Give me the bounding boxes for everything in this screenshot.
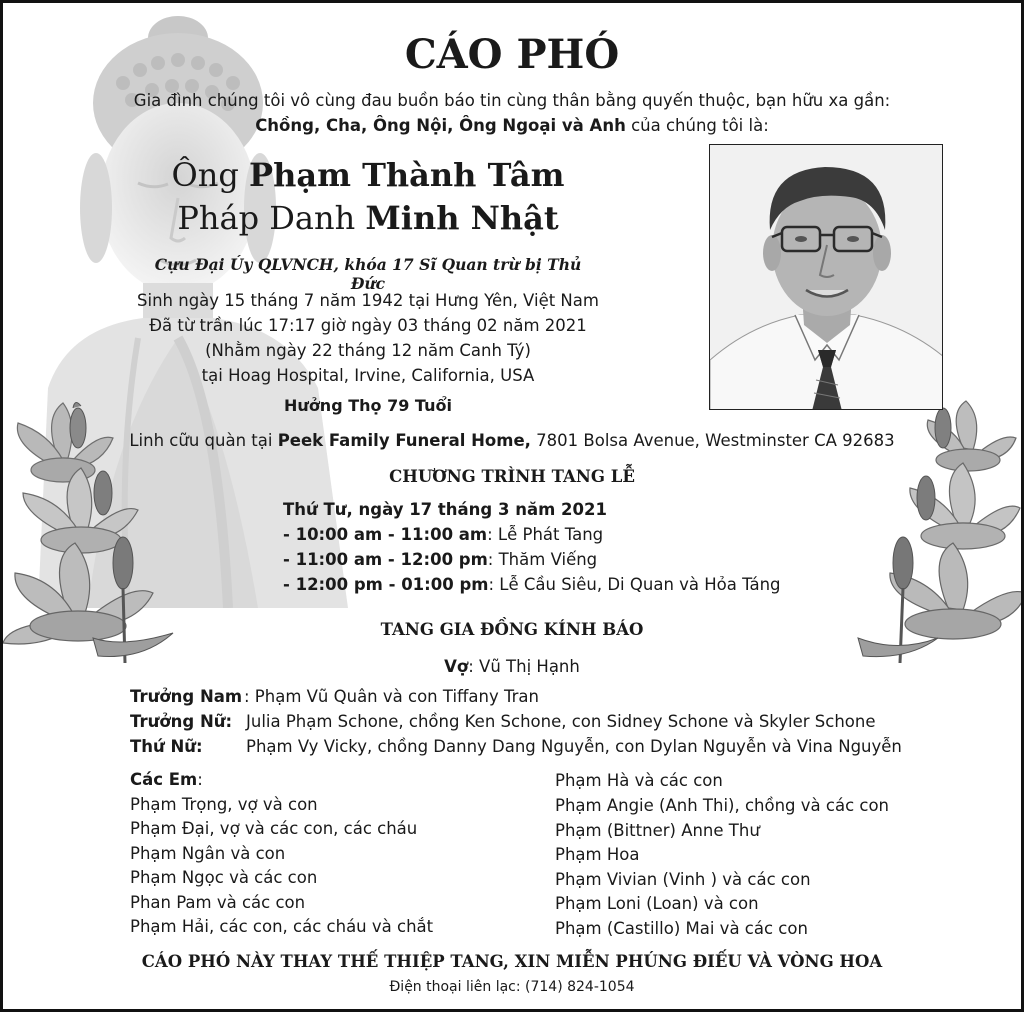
sibling-right-item: Phạm Angie (Anh Thi), chồng và các con: [555, 796, 890, 815]
sibling-right-item: Phạm Vivian (Vinh ) và các con: [555, 870, 811, 889]
portrait-photo: [709, 144, 943, 410]
schedule-time: - 10:00 am - 11:00 am: [283, 525, 488, 544]
program-date: Thứ Tư, ngày 17 tháng 3 năm 2021: [283, 500, 607, 519]
dharma-name: [153, 199, 583, 237]
death-info: Đã từ trần lúc 17:17 giờ ngày 03 tháng 02 năm 2021: [149, 316, 587, 335]
sibling-right-item: Phạm Hoa: [555, 845, 640, 864]
dharma-prefix: Pháp Danh: [177, 199, 366, 237]
sibling-left-item: Phạm Hải, các con, các cháu và chắt: [130, 917, 434, 936]
family-heading: TANG GIA ĐỒNG KÍNH BÁO: [380, 620, 644, 639]
schedule-time: - 12:00 pm - 01:00 pm: [283, 575, 489, 594]
dharma-bold: Minh Nhật: [365, 199, 559, 237]
intro-relations-line: [3, 116, 1021, 135]
second-daughter-text: Phạm Vy Vicky, chồng Danny Dang Nguyễn, con Dylan Nguyễn và Vina Nguyễn: [246, 737, 902, 756]
sibling-right-item: Phạm Loni (Loan) và con: [555, 894, 759, 913]
lunar-date: (Nhằm ngày 22 tháng 12 năm Canh Tý): [205, 341, 531, 360]
wife-label: Vợ: [444, 657, 469, 676]
sibling-left-item: Phan Pam và các con: [130, 893, 306, 912]
viewing-location: [3, 431, 1021, 450]
sibling-left-item: Phạm Đại, vợ và các con, các cháu: [130, 819, 418, 838]
birth-info: Sinh ngày 15 tháng 7 năm 1942 tại Hưng Yên, Việt Nam: [137, 291, 599, 310]
funeral-home-address: 7801 Bolsa Avenue, Westminster CA 92683: [530, 431, 895, 450]
wife-line: [3, 657, 1021, 676]
eldest-daughter-label: Trưởng Nữ:: [130, 712, 233, 731]
eldest-daughter-text: Julia Phạm Schone, chồng Ken Schone, con Sidney Schone và Skyler Schone: [246, 712, 876, 731]
sibling-left-item: Phạm Trọng, vợ và con: [130, 795, 318, 814]
relations-suffix: của chúng tôi là:: [625, 116, 769, 135]
sibling-left-item: Phạm Ngân và con: [130, 844, 286, 863]
contact-phone: Điện thoại liên lạc: (714) 824-1054: [389, 979, 635, 995]
death-place: tại Hoag Hospital, Irvine, California, USA: [201, 366, 535, 385]
eldest-son-label: Trưởng Nam: [130, 687, 243, 706]
wife-name: : Vũ Thị Hạnh: [468, 657, 580, 676]
program-heading: CHƯƠNG TRÌNH TANG LỄ: [389, 467, 635, 486]
siblings-label-text: Các Em: [130, 770, 198, 789]
funeral-home-name: Peek Family Funeral Home,: [277, 431, 531, 450]
deceased-name: [153, 156, 583, 194]
schedule-event: : Lễ Cầu Siêu, Di Quan và Hỏa Táng: [488, 575, 781, 594]
schedule-event: : Thăm Viếng: [487, 550, 598, 569]
schedule-item: [283, 525, 603, 544]
sibling-left-item: Phạm Ngọc và các con: [130, 868, 318, 887]
footer-notice: CÁO PHÓ NÀY THAY THẾ THIỆP TANG, XIN MIỄN PHÚNG ĐIẾU VÀ VÒNG HOA: [141, 952, 883, 971]
siblings-label: [130, 770, 203, 789]
sibling-right-item: Phạm (Bittner) Anne Thư: [555, 821, 760, 840]
name-bold: Phạm Thành Tâm: [249, 156, 565, 194]
age-at-death: Hưởng Thọ 79 Tuổi: [284, 396, 452, 415]
relations-text: Chồng, Cha, Ông Nội, Ông Ngoại và Anh: [255, 116, 626, 135]
schedule-event: : Lễ Phát Tang: [487, 525, 604, 544]
name-prefix: Ông: [171, 156, 250, 194]
eldest-son-text: : Phạm Vũ Quân và con Tiffany Tran: [244, 687, 539, 706]
schedule-item: [283, 550, 597, 569]
intro-line: Gia đình chúng tôi vô cùng đau buồn báo tin cùng thân bằng quyến thuộc, bạn hữu xa gần:: [133, 91, 891, 110]
second-daughter-label: Thứ Nữ:: [130, 737, 203, 756]
sibling-right-item: Phạm (Castillo) Mai và các con: [555, 919, 808, 938]
siblings-colon: :: [197, 770, 203, 789]
schedule-time: - 11:00 am - 12:00 pm: [283, 550, 488, 569]
military-rank: Cựu Đại Úy QLVNCH, khóa 17 Sĩ Quan trừ bị Thủ Đức: [154, 255, 582, 293]
sibling-right-item: Phạm Hà và các con: [555, 771, 723, 790]
viewing-prefix: Linh cữu quàn tại: [129, 431, 278, 450]
schedule-item: [283, 575, 781, 594]
obituary-title: CÁO PHÓ: [404, 31, 620, 78]
